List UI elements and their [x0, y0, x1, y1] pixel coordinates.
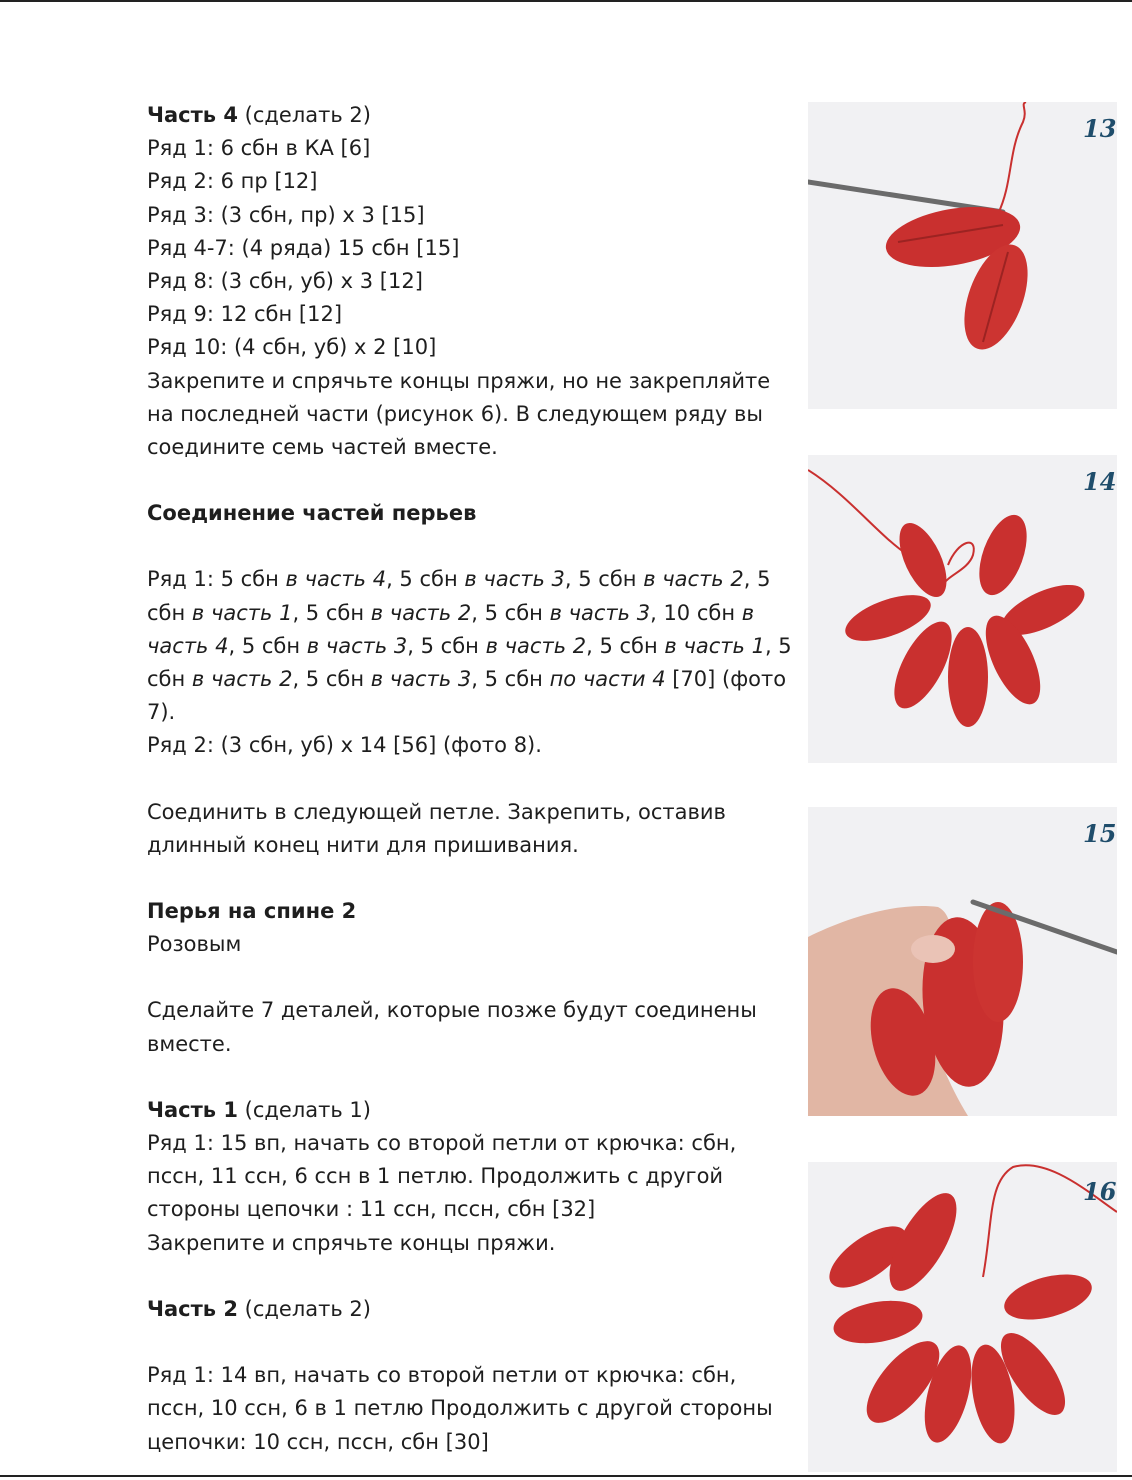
part-reference: в часть 3 [370, 667, 472, 692]
photo-13 [808, 102, 1117, 409]
part4-row: Ряд 3: (3 сбн, пр) х 3 [15] [147, 202, 425, 227]
part1-heading [147, 1094, 797, 1127]
back2-color: Розовым [147, 932, 242, 957]
bottom-rule [0, 1475, 1132, 1477]
stitch-text: Ряд 1: 5 сбн [147, 567, 286, 592]
joining-heading [147, 497, 797, 530]
photo-16 [808, 1162, 1117, 1472]
part-reference: по части 4 [549, 667, 666, 692]
hand-holding-petals-with-hook-icon [808, 807, 1117, 1116]
back2-title: Перья на спине 2 [147, 899, 357, 924]
part-reference: в часть 2 [370, 600, 472, 625]
part2-heading [147, 1293, 797, 1326]
stitch-text: , 10 сбн [650, 600, 742, 625]
part4-note: (сделать 2) [237, 103, 371, 127]
part2-title: Часть 2 [147, 1296, 238, 1321]
part4-row: Ряд 2: 6 пр [12] [147, 169, 318, 194]
photo-number: 13 [1083, 114, 1117, 143]
stitch-text: , 5 сбн [228, 633, 307, 658]
stitch-text: , 5 сбн [292, 667, 371, 692]
part-reference: в часть 4 [285, 567, 387, 592]
part4-row: Ряд 8: (3 сбн, уб) х 3 [12] [147, 269, 423, 294]
stitch-text: [70] (фото 7). [147, 667, 787, 725]
joining-title: Соединение частей перьев [147, 501, 477, 526]
stitch-text: , 5 сбн [407, 633, 486, 658]
part1-row1: Ряд 1: 15 вп, начать со второй петли от крючка: сбн, пссн, 11 ссн, 6 ссн в 1 петлю. Продолжить с другой стороны цепочки : 11 ссн, пссн, сбн [32] [147, 1131, 737, 1222]
joining-row1 [147, 563, 797, 729]
top-rule [0, 0, 1132, 2]
photo-number: 14 [1083, 467, 1117, 496]
photo-number: 16 [1083, 1177, 1117, 1206]
petals-joined-second-row-icon [808, 1162, 1117, 1472]
stitch-text: , 5 сбн [564, 567, 644, 592]
part-reference: в часть 3 [549, 600, 651, 625]
photo-number: 15 [1083, 819, 1117, 848]
part4-row: Ряд 4-7: (4 ряда) 15 сбн [15] [147, 235, 460, 260]
part-reference: в часть 3 [464, 567, 565, 592]
part4-row: Ряд 10: (4 сбн, уб) х 2 [10] [147, 335, 437, 360]
photo-14 [808, 455, 1117, 763]
part-reference: в часть 4 [147, 600, 755, 658]
part-reference: в часть 1 [191, 600, 293, 625]
stitch-text: , 5 сбн [586, 633, 665, 658]
part-reference: в часть 3 [306, 633, 408, 658]
stitch-text: , 5 сбн [292, 600, 371, 625]
part-reference: в часть 1 [664, 633, 765, 658]
photo-15 [808, 807, 1117, 1116]
back2-intro: Сделайте 7 деталей, которые позже будут соединены вместе. [147, 998, 757, 1056]
stitch-text: , 5 сбн [147, 567, 771, 625]
stitch-text: , 5 сбн [147, 633, 792, 692]
part4-finish: Закрепите и спрячьте концы пряжи, но не закрепляйте на последней части (рисунок 6). В следующем ряду вы соедините семь частей вместе. [147, 368, 771, 460]
part4-row: Ряд 1: 6 сбн в КА [6] [147, 136, 371, 161]
stitch-text: , 5 сбн [471, 667, 550, 692]
part-reference: в часть 2 [191, 667, 293, 692]
seven-petals-joined-fan-icon [808, 455, 1117, 763]
part-reference: в часть 2 [485, 633, 587, 658]
stitch-text: , 5 сбн [386, 567, 465, 592]
part1-finish: Закрепите и спрячьте концы пряжи. [147, 1230, 556, 1255]
part4-row: Ряд 9: 12 сбн [12] [147, 302, 343, 327]
pattern-text [147, 99, 797, 1459]
part1-title: Часть 1 [147, 1097, 238, 1122]
joining-row2: Ряд 2: (3 сбн, уб) х 14 [56] (фото 8). [147, 733, 542, 758]
joining-finish: Соединить в следующей петле. Закрепить, оставив длинный конец нити для пришивания. [147, 799, 726, 857]
part2-row1: Ряд 1: 14 вп, начать со второй петли от крючка: сбн, пссн, 10 ссн, 6 в 1 петлю Продолжить с другой стороны цепочки: 10 ссн, пссн, сбн [30] [147, 1363, 773, 1454]
part4-title: Часть 4 [147, 103, 238, 127]
part1-note: (сделать 1) [237, 1097, 371, 1122]
two-crochet-petals-on-hook-icon [808, 102, 1117, 409]
part-reference: в часть 2 [643, 567, 744, 592]
part4-heading [147, 99, 797, 132]
back2-heading [147, 895, 797, 928]
part2-note: (сделать 2) [237, 1296, 371, 1321]
stitch-text: , 5 сбн [471, 600, 550, 625]
